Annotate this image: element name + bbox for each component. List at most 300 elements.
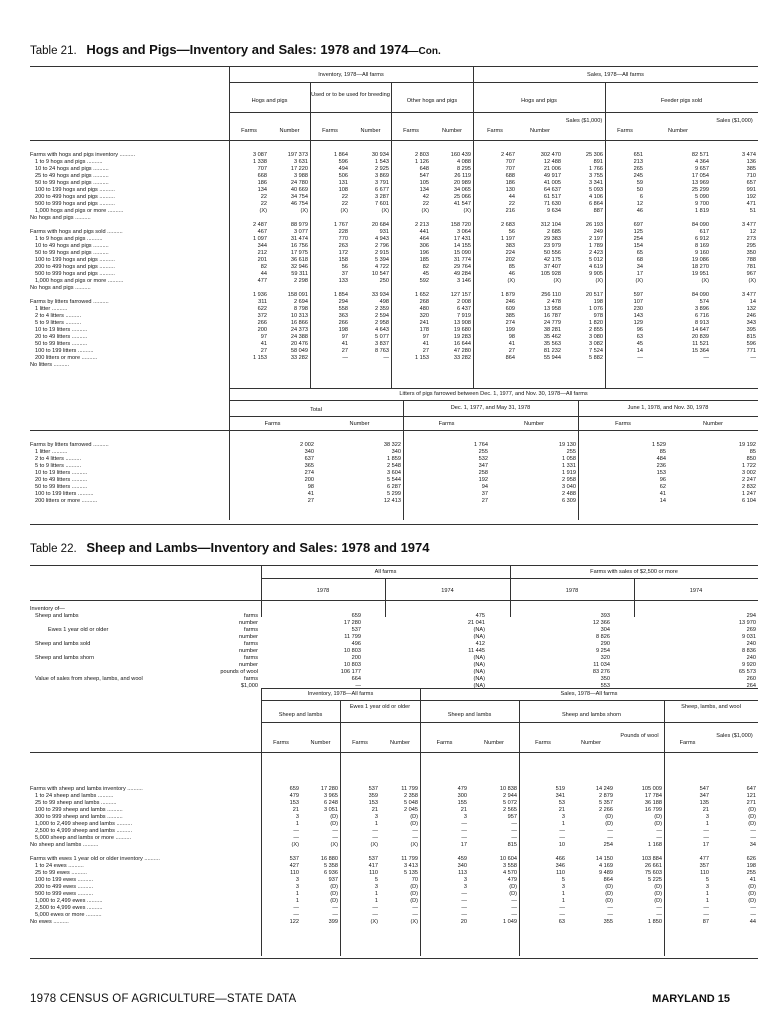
data-cell: 59	[636, 180, 643, 186]
stub-label: Inventory of—	[30, 606, 65, 612]
data-cell: 97	[341, 334, 348, 340]
data-cell: 21	[558, 807, 565, 813]
data-cell: 82 571	[691, 152, 709, 158]
data-cell: 27	[481, 498, 488, 504]
data-cell: —	[332, 912, 338, 918]
data-cell: (X)	[340, 208, 348, 214]
data-cell: 41	[307, 491, 314, 497]
t21-lt-rule-4	[30, 430, 758, 431]
data-cell: 6 936	[324, 870, 338, 876]
data-cell: —	[461, 898, 467, 904]
t21-header-inventory: Inventory, 1978—All farms	[318, 72, 384, 78]
table21-heading: Hogs and Pigs—Inventory and Sales: 1978 and 1974	[86, 42, 409, 57]
stub-unit: number	[239, 634, 258, 640]
data-cell: 2 002	[300, 442, 314, 448]
data-cell: 224	[505, 250, 515, 256]
stub-row	[30, 662, 258, 669]
data-cell: —	[332, 835, 338, 841]
data-cell: 24 780	[290, 180, 308, 186]
data-cell: 1 766	[589, 166, 603, 172]
stub-row	[30, 606, 258, 613]
stub-unit: farms	[244, 641, 258, 647]
data-cell: (D)	[410, 891, 418, 897]
table21-number: Table 21.	[30, 45, 77, 57]
data-cell: 664	[351, 676, 361, 682]
data-cell: 3 341	[589, 180, 603, 186]
data-cell: 8 826	[596, 634, 610, 640]
data-cell: 3	[374, 814, 378, 820]
data-cell: 464	[419, 236, 429, 242]
data-cell: 131	[338, 180, 348, 186]
data-cell: 558	[338, 306, 348, 312]
data-cell: 23 979	[543, 243, 561, 249]
t22-s-sold: Sheep and lambs	[447, 712, 492, 718]
data-cell: 213	[633, 159, 643, 165]
stub-unit: pounds of wool	[220, 669, 258, 675]
data-cell: (D)	[748, 884, 756, 890]
data-cell: 84 090	[691, 292, 709, 298]
t22-c-farms-5: Farms	[679, 740, 696, 746]
data-cell: 2 266	[599, 807, 613, 813]
data-cell: 1	[374, 821, 378, 827]
data-cell: 372	[257, 313, 267, 319]
data-cell: —	[559, 905, 565, 911]
t21-lt-number-2: Number	[524, 421, 544, 427]
data-cell: 3	[374, 884, 378, 890]
data-cell: 1 529	[652, 442, 666, 448]
data-cell: 537	[289, 856, 299, 862]
data-column	[664, 786, 709, 926]
data-cell: 659	[289, 786, 299, 792]
data-cell: 254	[603, 842, 613, 848]
stub-row: 5 to 9 litters ..........	[35, 463, 82, 469]
data-cell: 24 779	[543, 320, 561, 326]
data-cell: 274	[304, 470, 314, 476]
stub-row	[30, 641, 258, 648]
data-cell: 5	[705, 877, 709, 883]
data-cell: 1	[561, 898, 565, 904]
data-cell: 3 087	[253, 152, 267, 158]
data-column	[391, 152, 429, 362]
data-cell: 10 838	[499, 786, 517, 792]
data-cell: 201	[257, 257, 267, 263]
data-cell: 19 192	[738, 442, 756, 448]
data-cell: 82	[260, 264, 267, 270]
data-cell: 3 604	[387, 470, 401, 476]
data-cell: 340	[304, 449, 314, 455]
stub-row: 2,500 to 4,999 sheep and lambs ..........	[35, 828, 133, 834]
data-cell: 657	[746, 180, 756, 186]
data-cell: 56	[508, 229, 515, 235]
data-cell: 13 970	[738, 620, 756, 626]
data-cell: 519	[555, 786, 565, 792]
data-cell: 707	[257, 166, 267, 172]
data-cell: 815	[746, 334, 756, 340]
data-cell: 770	[338, 236, 348, 242]
stub-row	[30, 655, 258, 662]
data-cell: 44	[749, 919, 756, 925]
data-cell: 21	[460, 807, 467, 813]
data-cell: 537	[368, 856, 378, 862]
data-cell: —	[637, 355, 643, 361]
data-cell: 135	[699, 800, 709, 806]
data-cell: 53	[558, 800, 565, 806]
data-cell: —	[461, 828, 467, 834]
data-cell: 385	[746, 166, 756, 172]
stub-row	[30, 849, 258, 856]
data-cell: 20 517	[585, 292, 603, 298]
data-cell: 617	[699, 229, 709, 235]
data-cell: 216	[505, 208, 515, 214]
data-cell	[645, 285, 709, 292]
data-cell: 84 090	[691, 222, 709, 228]
data-cell: 68	[636, 257, 643, 263]
data-cell: 346	[555, 863, 565, 869]
stub-row: 1 litter ..........	[35, 449, 68, 455]
data-cell: —	[703, 828, 709, 834]
data-cell	[310, 215, 348, 222]
t22-c-farms-4: Farms	[535, 740, 551, 746]
t22-s-wool: Sheep, lambs, and wool	[681, 704, 741, 710]
stub-row: No sheep and lambs ..........	[30, 842, 99, 848]
data-column	[517, 152, 561, 362]
data-cell: (D)	[654, 898, 662, 904]
data-cell: 2 925	[375, 166, 389, 172]
data-cell: 256 110	[541, 292, 561, 298]
data-cell: (D)	[654, 891, 662, 897]
stub-row: 200 to 499 hogs and pigs ..........	[35, 194, 115, 200]
stub-row: No ewes ..........	[30, 919, 69, 925]
data-cell: 22	[422, 201, 429, 207]
data-cell: 957	[507, 814, 517, 820]
data-cell: 350	[746, 250, 756, 256]
stub-unit: farms	[244, 655, 258, 661]
data-cell: 471	[746, 201, 756, 207]
data-cell: (D)	[748, 821, 756, 827]
data-cell: 2 358	[404, 793, 418, 799]
data-cell: 626	[746, 856, 756, 862]
data-cell: 3 558	[503, 863, 517, 869]
data-cell: —	[559, 912, 565, 918]
stub-unit: $1,000	[240, 683, 258, 689]
data-cell: 6 677	[375, 187, 389, 193]
data-cell: 186	[505, 180, 515, 186]
data-cell: (D)	[330, 821, 338, 827]
data-cell: 2 298	[294, 278, 308, 284]
data-cell: 14 150	[595, 856, 613, 862]
t21-lt-number-1: Number	[349, 421, 370, 427]
data-cell: 2 958	[562, 477, 576, 483]
data-cell: 9 031	[742, 634, 756, 640]
stub-row	[30, 634, 258, 641]
data-cell: 2 958	[375, 320, 389, 326]
data-cell: (D)	[330, 898, 338, 904]
data-cell: 240	[746, 655, 756, 661]
data-cell: 29 383	[543, 236, 561, 242]
data-cell: 83 276	[592, 669, 610, 675]
stub-row: 500 to 999 ewes ..........	[35, 891, 94, 897]
data-cell: 37 407	[543, 264, 561, 270]
data-cell: 16 799	[644, 807, 662, 813]
data-cell: 17	[702, 842, 709, 848]
data-cell: (D)	[748, 898, 756, 904]
data-cell: 1 331	[562, 463, 576, 469]
data-cell: 26 193	[585, 222, 603, 228]
data-cell: 10	[558, 842, 565, 848]
data-cell: 130	[505, 187, 515, 193]
data-cell: (X)	[259, 208, 267, 214]
data-cell: 26 661	[644, 863, 662, 869]
data-cell: 246	[505, 299, 515, 305]
data-cell: —	[750, 828, 756, 834]
stub-row: No hogs and pigs ..........	[30, 285, 91, 291]
t22-s-shorn: Sheep and lambs shorn	[561, 712, 622, 718]
data-cell: (D)	[410, 898, 418, 904]
data-column	[473, 152, 515, 362]
data-cell: 88 979	[290, 222, 308, 228]
data-cell: 38 322	[383, 442, 401, 448]
data-cell: 1 126	[415, 159, 429, 165]
data-cell: 1 058	[562, 456, 576, 462]
data-column	[229, 442, 314, 505]
data-cell: (NA)	[473, 683, 485, 689]
stub-unit: farms	[244, 613, 258, 619]
data-cell: 14 155	[453, 243, 471, 249]
data-cell: 85	[659, 449, 666, 455]
data-cell: —	[511, 905, 517, 911]
data-cell: —	[511, 821, 517, 827]
data-cell: 15 090	[453, 250, 471, 256]
data-cell: 228	[338, 229, 348, 235]
data-cell: 200	[304, 477, 314, 483]
data-cell: —	[750, 835, 756, 841]
t21-col-farms-5: Farms	[617, 128, 633, 134]
data-cell: (NA)	[473, 662, 485, 668]
data-cell: 85	[749, 449, 756, 455]
data-cell: —	[412, 835, 418, 841]
data-cell: 1	[705, 821, 709, 827]
data-cell: 290	[600, 641, 610, 647]
t21-sub-other: Other hogs and pigs	[406, 98, 458, 104]
data-cell: 850	[746, 456, 756, 462]
data-cell: 153	[656, 470, 666, 476]
data-cell: 32 946	[290, 264, 308, 270]
data-cell: 42 175	[543, 257, 561, 263]
stub-row: Farms by litters farrowed ..........	[30, 299, 109, 305]
data-cell: 113	[458, 870, 467, 876]
t22-c-number-4: Number	[581, 740, 601, 746]
data-cell: 255	[478, 449, 488, 455]
data-cell	[615, 849, 662, 856]
data-cell: (NA)	[473, 634, 485, 640]
data-cell: 399	[328, 919, 338, 925]
data-cell: —	[511, 912, 517, 918]
data-cell: —	[461, 891, 467, 897]
data-column	[711, 152, 756, 362]
data-cell: 11 799	[401, 786, 418, 792]
data-cell: 967	[746, 271, 756, 277]
t21-col-sales-1: Sales ($1,000)	[565, 118, 603, 124]
data-cell: 29 764	[453, 264, 471, 270]
data-cell: 85	[508, 264, 515, 270]
data-cell: 2 803	[415, 152, 429, 158]
data-cell: (X)	[410, 842, 418, 848]
data-cell: (D)	[605, 898, 613, 904]
data-cell: 42	[422, 194, 429, 200]
data-cell	[380, 849, 418, 856]
data-cell: 25 066	[453, 194, 471, 200]
table21-suffix: —Con.	[408, 46, 441, 57]
data-cell: —	[656, 835, 662, 841]
data-cell	[711, 849, 756, 856]
data-cell: 41	[260, 341, 267, 347]
data-cell: 7 601	[375, 201, 389, 207]
data-cell: 20 989	[453, 180, 471, 186]
data-cell: (X)	[300, 208, 308, 214]
data-cell: 304	[600, 627, 610, 633]
stub-row: 10 to 49 hogs and pigs ..........	[35, 243, 109, 249]
data-cell: 341	[555, 793, 565, 799]
stub-row	[30, 627, 258, 634]
data-cell: 10 803	[343, 648, 361, 654]
data-cell	[431, 215, 471, 222]
data-cell: 347	[699, 793, 709, 799]
data-cell: 13 969	[691, 180, 709, 186]
data-cell: 81 232	[543, 348, 561, 354]
data-cell: 33 282	[290, 355, 308, 361]
data-cell	[711, 285, 756, 292]
data-cell: 47 280	[453, 348, 471, 354]
data-cell	[469, 849, 517, 856]
data-cell: 17 280	[320, 786, 338, 792]
data-cell: 110	[290, 870, 299, 876]
data-cell: 1 854	[334, 292, 348, 298]
data-cell: (D)	[330, 814, 338, 820]
data-cell: 5 090	[695, 194, 709, 200]
data-cell: 991	[746, 187, 756, 193]
t21-sub-hogs: Hogs and pigs	[251, 98, 288, 104]
data-cell: (D)	[330, 884, 338, 890]
data-cell: 9 920	[742, 662, 756, 668]
stub-unit: number	[239, 662, 258, 668]
data-cell: 355	[603, 919, 613, 925]
data-cell	[310, 285, 348, 292]
stub-row: 100 to 199 litters ..........	[35, 348, 94, 354]
data-cell: 50	[636, 187, 643, 193]
data-cell: 295	[746, 243, 756, 249]
data-cell	[350, 285, 389, 292]
stub-row: 1 to 9 hogs and pigs ..........	[35, 159, 103, 165]
data-cell: 136	[746, 159, 756, 165]
t22-b-top-rule	[261, 688, 758, 689]
data-cell: 240	[746, 641, 756, 647]
data-cell: 21 041	[467, 620, 485, 626]
data-cell: 4 169	[599, 863, 613, 869]
t21-sub-rule	[229, 112, 758, 113]
data-cell: 134	[419, 187, 429, 193]
data-cell	[563, 285, 603, 292]
data-cell: 97	[422, 334, 429, 340]
data-cell: —	[332, 828, 338, 834]
data-cell: 2 832	[742, 484, 756, 490]
stub-row: 10 to 19 litters ..........	[35, 327, 88, 333]
data-cell: 647	[746, 786, 756, 792]
stub-row: 1,000 hogs and pigs or more ..........	[35, 278, 124, 284]
data-cell: 1 153	[253, 355, 267, 361]
data-cell: 96	[636, 327, 643, 333]
data-cell: 19 086	[691, 257, 709, 263]
stub-row	[30, 648, 258, 655]
data-cell: 5 394	[375, 257, 389, 263]
data-cell: 498	[379, 299, 389, 305]
data-cell: 20 476	[290, 341, 308, 347]
data-cell: 41	[508, 341, 515, 347]
data-cell: 98	[508, 334, 515, 340]
data-cell: 24 373	[290, 327, 308, 333]
data-cell: 172	[338, 250, 348, 256]
data-cell: 38 281	[543, 327, 561, 333]
data-cell: 1 879	[501, 292, 515, 298]
data-cell: —	[750, 355, 756, 361]
data-cell: —	[372, 905, 378, 911]
t22-c-farms-1: Farms	[273, 740, 289, 746]
data-cell: 668	[257, 173, 267, 179]
data-cell	[340, 849, 378, 856]
data-cell: 14	[659, 498, 666, 504]
stub-row: 100 to 299 sheep and lambs ..........	[35, 807, 123, 813]
t21-head-rule	[30, 140, 758, 141]
data-cell: 931	[379, 229, 389, 235]
data-column	[563, 152, 603, 362]
t22-b-head-rule	[30, 752, 758, 753]
data-cell: 5 544	[387, 477, 401, 483]
data-cell: —	[703, 355, 709, 361]
data-column	[519, 786, 565, 926]
data-cell: —	[511, 835, 517, 841]
data-cell	[391, 285, 429, 292]
data-cell: 186	[257, 180, 267, 186]
data-cell: 2 594	[375, 313, 389, 319]
data-cell: 143	[633, 313, 643, 319]
t21-col-farms-4: Farms	[487, 128, 503, 134]
data-cell: —	[559, 828, 565, 834]
data-cell: 5 093	[589, 187, 603, 193]
data-cell: 864	[505, 355, 515, 361]
data-column	[403, 442, 488, 505]
t21-col-sales-2: Sales ($1,000)	[716, 118, 753, 124]
data-cell: 198	[593, 299, 603, 305]
data-cell: 70	[411, 877, 418, 883]
data-cell: 106 177	[340, 669, 361, 675]
data-cell: 41 005	[543, 180, 561, 186]
data-cell: 4 570	[503, 870, 517, 876]
data-cell: 155	[457, 800, 467, 806]
data-cell: 1 819	[695, 208, 709, 214]
stub-row: 2 to 4 litters ..........	[35, 313, 82, 319]
stub-label: Ewes 1 year old or older	[48, 627, 109, 633]
data-cell: 479	[507, 877, 517, 883]
data-cell: —	[607, 828, 613, 834]
data-cell: 230	[633, 306, 643, 312]
data-cell: 268	[419, 299, 429, 305]
data-cell: (X)	[370, 842, 378, 848]
data-cell: 1 153	[415, 355, 429, 361]
stub-row: 25 to 49 hogs and pigs ..........	[35, 173, 109, 179]
data-cell: 56	[341, 264, 348, 270]
data-cell: 10 604	[499, 856, 517, 862]
data-cell: 2 045	[404, 807, 418, 813]
data-cell: 34	[636, 264, 643, 270]
